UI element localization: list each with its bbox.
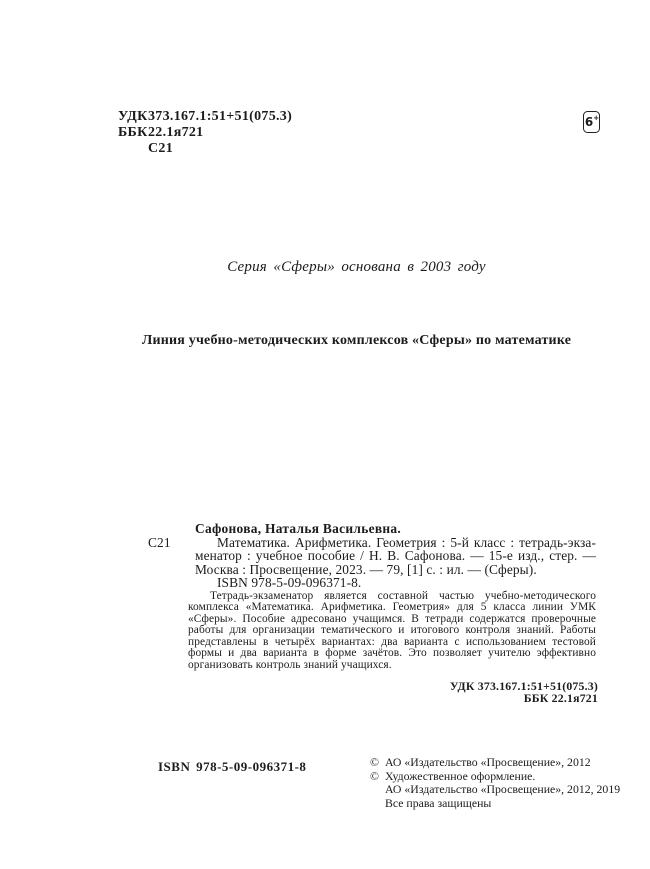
copyright-symbol	[370, 783, 385, 797]
copyright-symbol: ©	[370, 755, 379, 769]
bbk-code-line	[118, 125, 292, 141]
catalog-title-line: С21 Математика. Арифметика. Геометрия : 5-й класс : тетрадь-экза-	[148, 534, 596, 550]
annotation-line: формы и два варианта в форме зачётов. Это позволяет учителю эффективно	[188, 647, 596, 660]
annotation-paragraph	[188, 591, 596, 671]
copyright-line: © АО «Издательство «Просвещение», 2012	[370, 755, 591, 769]
annotation-line: Тетрадь-экзаменатор является составной частью учебно-методического	[210, 590, 596, 602]
age-rating-badge-icon	[583, 111, 600, 133]
copyright-line: АО «Издательство «Просвещение», 2012, 2019	[370, 783, 620, 797]
age-rating-number: 6	[584, 115, 594, 129]
series-note: Серия «Сферы» основана в 2003 году	[227, 259, 486, 275]
top-bibliographic-codes	[118, 109, 292, 156]
annotation-line: работы для организации тематического и итогового контроля знаний. Работы	[188, 624, 596, 637]
footer-bbk: ББК 22.1я721	[523, 691, 598, 706]
catalog-sigla: С21	[148, 534, 171, 550]
annotation-line: представлены в четырёх вариантах: два варианта с использованием тестовой	[188, 635, 596, 648]
bbk-label: ББК	[118, 124, 148, 140]
udk-label: УДК	[118, 109, 148, 124]
copyright-block	[370, 756, 620, 810]
catalog-isbn-line: ISBN 978-5-09-096371-8.	[217, 575, 362, 590]
catalog-author: Сафонова, Наталья Васильевна.	[195, 521, 402, 536]
age-rating-plus: +	[593, 114, 600, 122]
footer-bibliographic-codes	[450, 680, 598, 705]
catalog-line: Москва : Просвещение, 2023. — 79, [1] с. : ил. — (Сферы).	[195, 561, 537, 577]
author-sigla-line	[118, 141, 292, 157]
annotation-line: организовать контроль знаний учащихся.	[188, 658, 392, 671]
udk-code-line	[118, 109, 292, 125]
umk-line-note: Линия учебно-методических комплексов «Сферы» по математике	[141, 333, 572, 348]
copyright-line: © Художественное оформление.	[370, 768, 536, 783]
udk-value: 373.167.1:51+51(075.3)	[148, 109, 293, 124]
author-sigla: С21	[148, 140, 174, 156]
footer-isbn: ISBN 978-5-09-096371-8	[158, 759, 307, 774]
footer-udk: УДК 373.167.1:51+51(075.3)	[449, 679, 598, 693]
annotation-line: комплекса «Математика. Арифметика. Геометрия» для 5 класса линии УМК	[188, 601, 596, 614]
catalog-line: менатор : учебное пособие / Н. В. Сафонова. — 15-е изд., стер. —	[195, 548, 596, 563]
catalog-entry	[148, 521, 596, 590]
copyright-symbol: ©	[370, 768, 379, 783]
copyright-symbol	[370, 797, 385, 811]
annotation-line: «Сферы». Пособие адресовано учащимся. В тетради содержатся проверочные	[188, 612, 596, 625]
bbk-value: 22.1я721	[148, 124, 204, 140]
copyright-line: Все права защищены	[370, 797, 620, 811]
